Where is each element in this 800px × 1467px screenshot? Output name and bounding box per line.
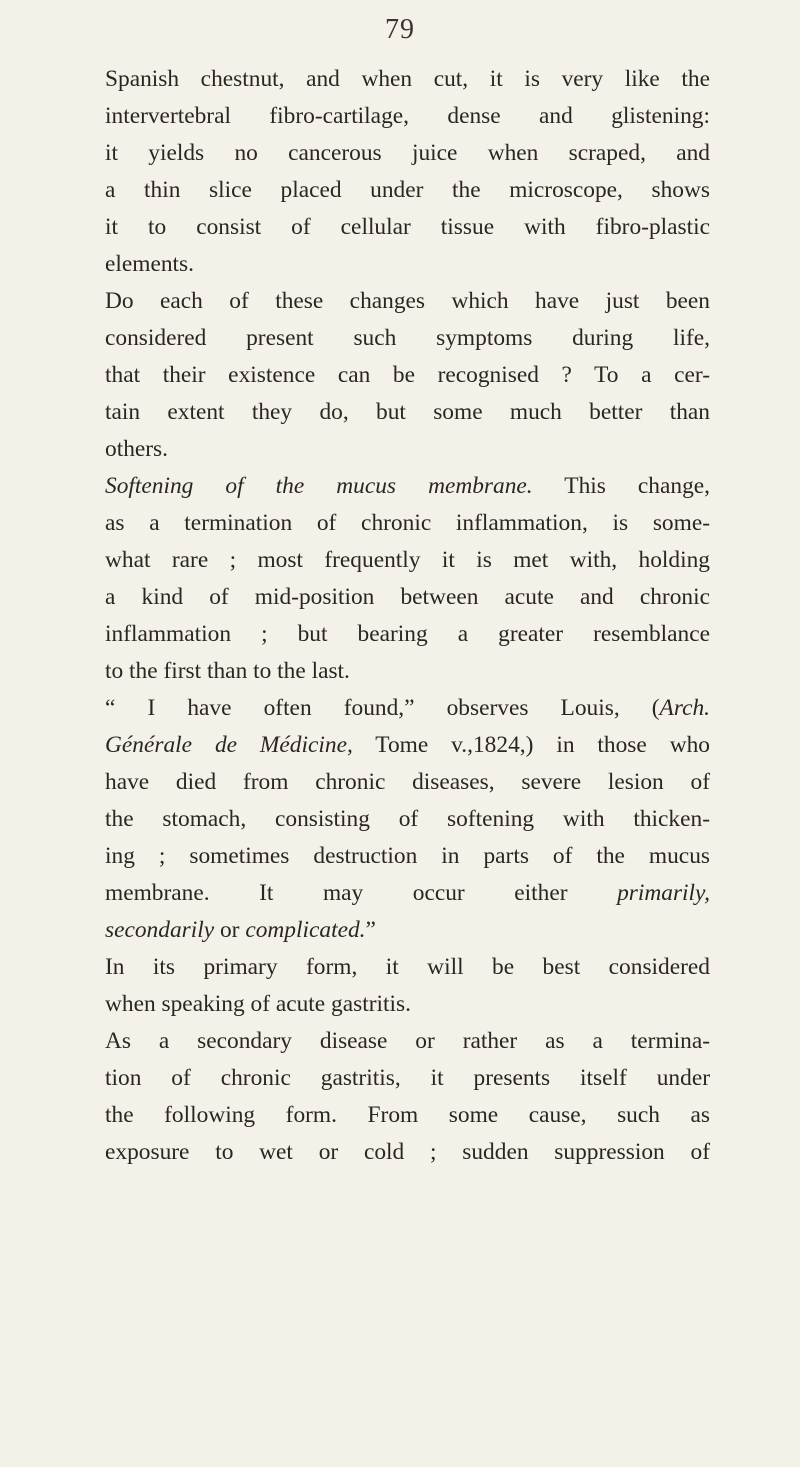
text-line [105,912,710,949]
text-line: exposure to wet or cold ; sudden suppression of [105,1139,710,1165]
text-line: have died from chronic diseases, severe lesion of [105,769,710,795]
text-line: it yields no cancerous juice when scraped, and [105,140,710,166]
text-line: ing ; sometimes destruction in parts of the mucus [105,843,710,869]
text-line: tion of chronic gastritis, it presents itself under [105,1065,710,1091]
italic-text: Softening of the mucus membrane. [105,473,533,499]
text-line: considered present such symptoms during life, [105,325,710,351]
text-line: to the first than to the last. [105,658,350,684]
text-line: the following form. From some cause, such as [105,1102,710,1128]
text-span: or [214,917,246,943]
text-line: In its primary form, it will be best considered [105,954,710,980]
text-line: inflammation ; but bearing a greater resemblance [105,621,710,647]
text-span: This change, [532,473,711,499]
italic-text: Générale de Médicine, [105,732,353,758]
text-line: elements. [105,251,194,277]
text-line: a thin slice placed under the microscope, shows [105,177,710,203]
text-span: ” [365,917,376,943]
italic-text: primarily, [617,880,710,906]
text-line [105,690,710,727]
body-text [105,61,710,1171]
text-line: it to consist of cellular tissue with fibro-plastic [105,214,710,240]
text-line: when speaking of acute gastritis. [105,991,411,1017]
text-line: the stomach, consisting of softening with thicken- [105,806,710,832]
italic-text: secondarily [105,917,215,943]
text-line: that their existence can be recognised ? To a cer- [105,362,710,388]
text-line [105,875,710,912]
text-line: intervertebral fibro-cartilage, dense and glistening: [105,103,710,129]
text-line [105,468,710,505]
text-line [105,727,710,764]
text-line: others. [105,436,169,462]
text-line: as a termination of chronic inflammation, is some- [105,510,710,536]
text-line: tain extent they do, but some much better than [105,399,710,425]
text-line: Do each of these changes which have just been [105,288,710,314]
text-line: Spanish chestnut, and when cut, it is very like the [105,66,710,92]
text-line: a kind of mid-position between acute and chronic [105,584,710,610]
text-span: membrane. It may occur either [105,880,618,906]
text-span: Tome v.,1824,) in those who [352,732,710,758]
text-line: As a secondary disease or rather as a termina- [105,1028,710,1054]
page-number: 79 [385,14,415,45]
text-line: what rare ; most frequently it is met with, holding [105,547,710,573]
italic-text: complicated. [245,917,366,943]
italic-text: Arch. [659,695,710,721]
text-span: “ I have often found,” observes Louis, ( [105,695,660,721]
